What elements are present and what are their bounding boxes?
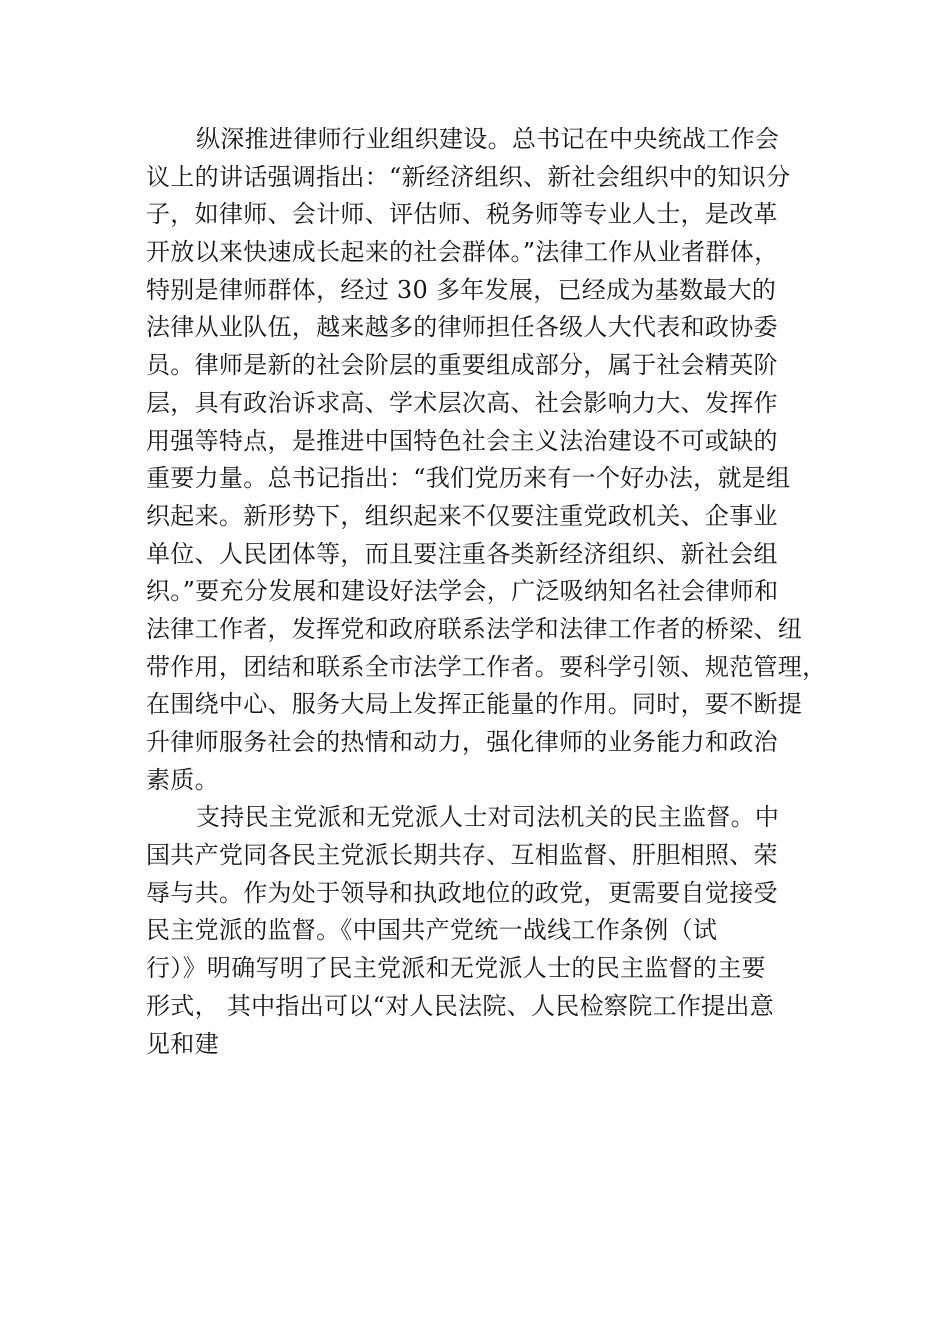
text-line: 见和建: [146, 1029, 219, 1058]
paragraph-lawyer-organization: [146, 121, 846, 799]
text-line: 员。律师是新的社会阶层的重要组成部分，属于社会精英阶: [146, 351, 778, 380]
text-line: 单位、人民团体等，而且要注重各类新经济组织、新社会组: [146, 539, 778, 568]
text-line: 纵深推进律师行业组织建设。总书记在中央统战工作会: [196, 125, 780, 153]
text-line: 重要力量。总书记指出：“我们党历来有一个好办法，就是组: [146, 464, 791, 493]
text-line: 素质。: [146, 765, 219, 794]
text-line: 法律从业队伍，越来越多的律师担任各级人大代表和政协委: [146, 313, 778, 342]
text-line: 织。”要充分发展和建设好法学会，广泛吸纳知名社会律师和: [146, 577, 779, 606]
text-line: 形式， 其中指出可以“对人民法院、人民检察院工作提出意: [146, 991, 774, 1020]
text-line: 民主党派的监督。《中国共产党统一战线工作条例（试: [146, 916, 718, 945]
text-line: 开放以来快速成长起来的社会群体。”法律工作从业者群体，: [146, 238, 779, 267]
text-line: 用强等特点，是推进中国特色社会主义法治建设不可或缺的: [146, 426, 778, 455]
text-line: 升律师服务社会的热情和动力，强化律师的业务能力和政治: [146, 728, 778, 756]
text-line: 带作用，团结和联系全市法学工作者。要科学引领、规范管理，: [146, 652, 827, 681]
text-line: 辱与共。作为处于领导和执政地位的政党，更需要自觉接受: [146, 878, 778, 907]
text-line: 支持民主党派和无党派人士对司法机关的民主监督。中: [196, 803, 780, 832]
body-text: [146, 121, 846, 1063]
paragraph-democratic-supervision: [146, 799, 846, 1063]
text-line: 行）》明确写明了民主党派和无党派人士的民主监督的主要: [146, 954, 766, 983]
text-line: 议上的讲话强调指出：“新经济组织、新社会组织中的知识分: [146, 162, 791, 191]
text-line: 织起来。新形势下，组织起来不仅要注重党政机关、企事业: [146, 501, 778, 530]
text-line: 法律工作者，发挥党和政府联系法学和法律工作者的桥梁、纽: [146, 614, 803, 643]
text-line: 国共产党同各民主党派长期共存、互相监督、肝胆相照、荣: [146, 841, 778, 870]
text-line: 层，具有政治诉求高、学术层次高、社会影响力大、发挥作: [146, 388, 778, 417]
text-line: 特别是律师群体，经过 30 多年发展，已经成为基数最大的: [146, 275, 777, 304]
text-line: 子，如律师、会计师、评估师、税务师等专业人士，是改革: [146, 200, 778, 229]
text-line: 在围绕中心、服务大局上发挥正能量的作用。同时，要不断提: [146, 690, 803, 719]
